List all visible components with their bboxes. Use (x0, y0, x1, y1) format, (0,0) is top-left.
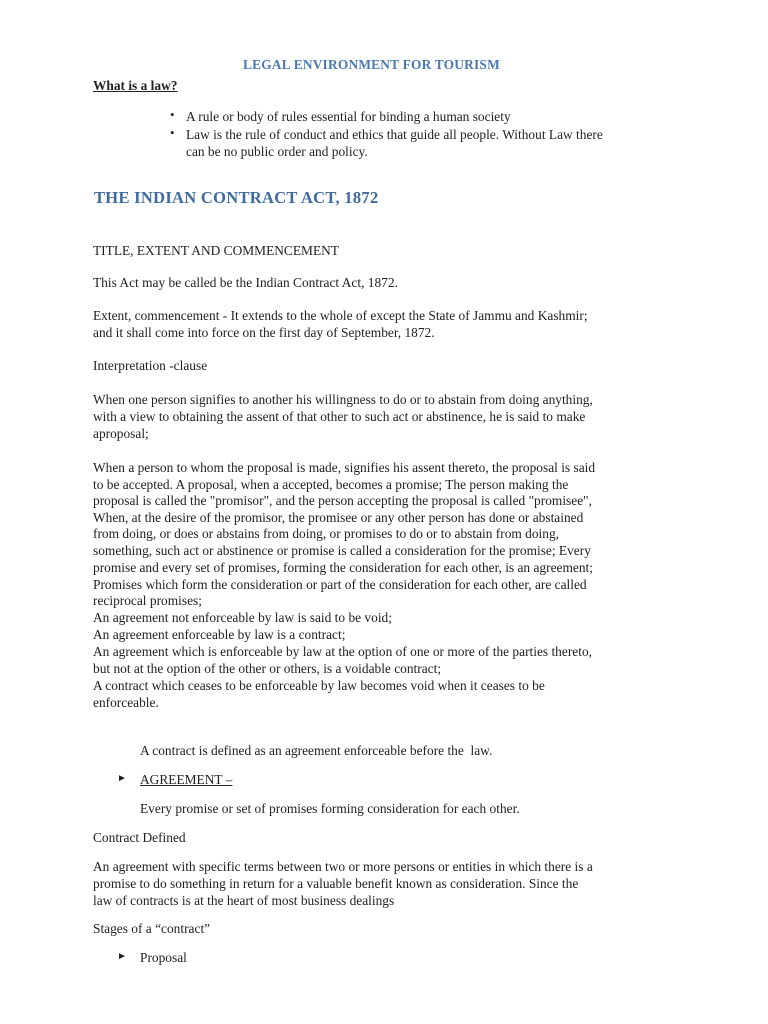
document-title: LEGAL ENVIRONMENT FOR TOURISM (243, 57, 500, 72)
contract-para-line-1: An agreement with specific terms between two or more persons or entities in which there is a (93, 859, 593, 874)
agreement-definition: Every promise or set of promises forming consideration for each other. (140, 801, 520, 816)
law-bullet-2: Law is the rule of conduct and ethics that guide all people. Without Law there (186, 127, 603, 142)
proposal-line-1: When one person signifies to another his willingness to do or to abstain from doing anything, (93, 392, 593, 407)
definitions-line-6: something, such act or abstinence or promise is called a consideration for the promise; Every (93, 543, 591, 558)
definitions-line-13: but not at the option of the other or others, is a voidable contract; (93, 661, 442, 676)
definitions-line-3: proposal is called the "promisor", and the person accepting the proposal is called "promisee", (93, 493, 592, 508)
definitions-line-12: An agreement which is enforceable by law at the option of one or more of the parties thereto, (93, 644, 592, 659)
law-bullet-1: A rule or body of rules essential for binding a human society (186, 109, 511, 124)
bullet-icon: • (170, 107, 175, 122)
definitions-line-10: An agreement not enforceable by law is said to be void; (93, 610, 392, 625)
contract-definition-line: A contract is defined as an agreement enforceable before the law. (140, 743, 493, 758)
agreement-label: AGREEMENT – (140, 772, 233, 787)
section-title: TITLE, EXTENT AND COMMENCEMENT (93, 243, 339, 258)
definitions-line-8: Promises which form the consideration or part of the consideration for each other, are called (93, 577, 587, 592)
definitions-line-9: reciprocal promises; (93, 593, 202, 608)
stages-heading: Stages of a “contract” (93, 921, 211, 936)
arrow-bullet-icon: ► (117, 951, 127, 962)
stage-item-proposal: Proposal (140, 950, 187, 965)
act-heading: THE INDIAN CONTRACT ACT, 1872 (94, 188, 379, 207)
extent-line-2: and it shall come into force on the first day of September, 1872. (93, 325, 435, 340)
definitions-line-7: promise and every set of promises, forming the consideration for each other, is an agreement; (93, 560, 593, 575)
definitions-line-4: When, at the desire of the promisor, the promisee or any other person has done or abstained (93, 510, 584, 525)
extent-line-1: Extent, commencement - It extends to the whole of except the State of Jammu and Kashmir; (93, 308, 588, 323)
arrow-bullet-icon: ► (117, 773, 127, 784)
what-is-law-heading: What is a law? (93, 78, 178, 93)
definitions-line-1: When a person to whom the proposal is made, signifies his assent thereto, the proposal is said (93, 460, 596, 475)
contract-para-line-3: law of contracts is at the heart of most business dealings (93, 893, 395, 908)
contract-para-line-2: promise to do something in return for a valuable benefit known as consideration. Since the (93, 876, 579, 891)
definitions-line-5: from doing, or does or abstains from doing, or promises to do or to abstain from doing, (93, 526, 560, 541)
definitions-line-11: An agreement enforceable by law is a contract; (93, 627, 346, 642)
interpretation-heading: Interpretation -clause (93, 358, 208, 373)
contract-defined-heading: Contract Defined (93, 830, 186, 845)
short-title-paragraph: This Act may be called be the Indian Contract Act, 1872. (93, 275, 398, 290)
proposal-line-3: aproposal; (93, 426, 149, 441)
law-bullet-2-cont: can be no public order and policy. (186, 144, 368, 159)
definitions-line-14: A contract which ceases to be enforceable by law becomes void when it ceases to be (93, 678, 545, 693)
bullet-icon: • (170, 125, 175, 140)
definitions-line-15: enforceable. (93, 695, 159, 710)
proposal-line-2: with a view to obtaining the assent of that other to such act or abstinence, he is said to make (93, 409, 586, 424)
definitions-line-2: to be accepted. A proposal, when a accepted, becomes a promise; The person making the (93, 477, 569, 492)
